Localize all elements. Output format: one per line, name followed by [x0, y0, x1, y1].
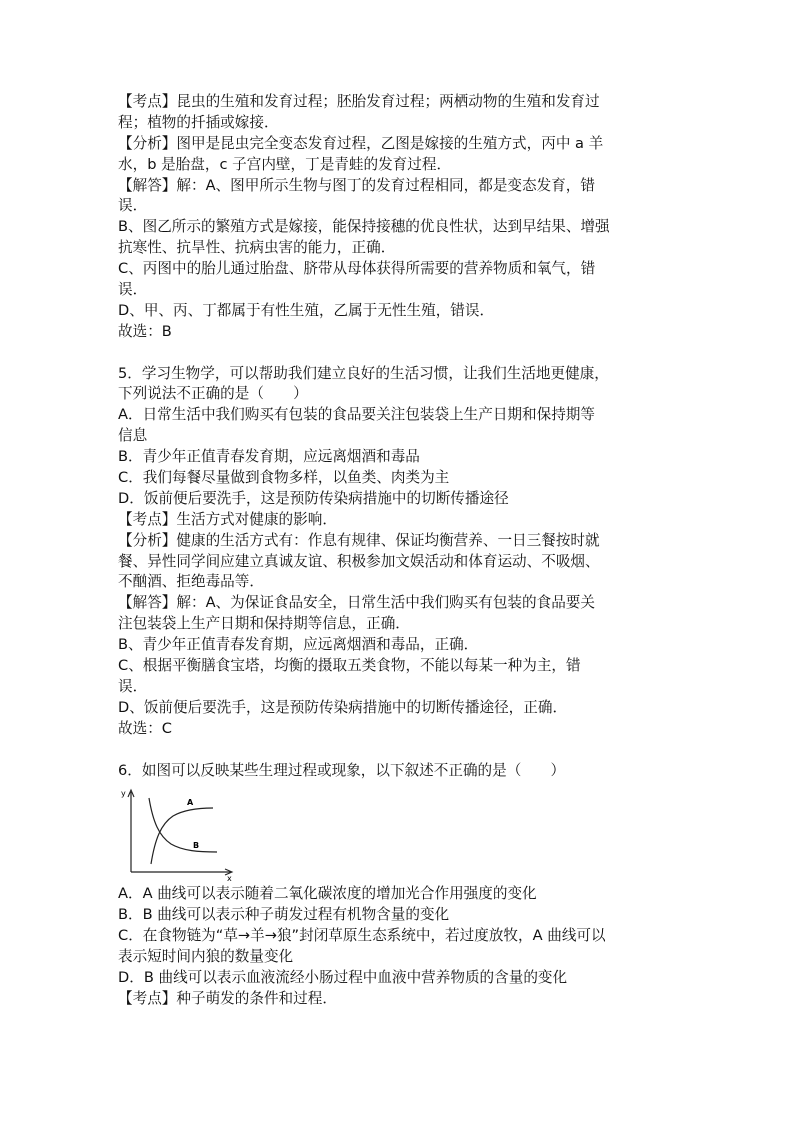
- x-axis-label: x: [227, 874, 232, 883]
- text-line: 【考点】种子萌发的条件和过程．: [118, 989, 337, 1007]
- option-d: D．B 曲线可以表示血液流经小肠过程中血液中营养物质的含量的变化: [118, 968, 568, 986]
- option-c: C．在食物链为“草→羊→狼”封闭草原生态系统中，若过度放牧，A 曲线可以: [118, 927, 606, 945]
- text-line: C、根据平衡膳食宝塔，均衡的摄取五类食物，不能以每某一种为主，错: [118, 657, 581, 675]
- text-line: 不酗酒、拒绝毒品等．: [118, 573, 264, 591]
- y-axis-label: y: [121, 789, 126, 799]
- text-line: B、图乙所示的繁殖方式是嫁接，能保持接穗的优良性状，达到早结果、增强: [118, 218, 610, 236]
- curve-a: [151, 808, 213, 864]
- text-line: C、丙图中的胎儿通过胎盘、脐带从母体获得所需要的营养物质和氧气，错: [118, 260, 596, 278]
- text-line: 【分析】图甲是昆虫完全变态发育过程，乙图是嫁接的生殖方式，丙中 a 羊: [118, 134, 604, 152]
- text-line: 程；植物的扦插或嫁接．: [118, 113, 279, 131]
- text-line: B、青少年正值青春发育期，应远离烟酒和毒品，正确．: [118, 636, 479, 654]
- answer-line: 故选：C: [118, 719, 172, 737]
- text-line: 【分析】健康的生活方式有：作息有规律、保证均衡营养、一日三餐按时就: [118, 531, 600, 549]
- option-c: 表示短时间内狼的数量变化: [118, 948, 294, 966]
- curve-b: [149, 798, 217, 852]
- text-line: 误．: [118, 677, 148, 695]
- text-line: 误．: [118, 281, 148, 299]
- text-line: 【考点】生活方式对健康的影响．: [118, 510, 337, 528]
- question-stem: 下列说法不正确的是（ ）: [118, 385, 308, 403]
- spacer: [118, 740, 684, 761]
- curve-graph: [121, 784, 241, 882]
- spacer: [118, 343, 684, 364]
- question-stem: 5．学习生物学，可以帮助我们建立良好的生活习惯，让我们生活地更健康，: [118, 364, 609, 382]
- text-line: 【解答】解：A、为保证食品安全，日常生活中我们购买有包装的食品要关: [118, 594, 595, 612]
- text-line: 误．: [118, 197, 148, 215]
- answer-line: 故选：B: [118, 322, 172, 340]
- text-line: 【解答】解：A、图甲所示生物与图丁的发育过程相同，都是变态发育，错: [118, 176, 595, 194]
- option-b: B．青少年正值青春发育期，应远离烟酒和毒品: [118, 448, 420, 466]
- text-line: D、饭前便后要洗手，这是预防传染病措施中的切断传播途径，正确．: [118, 698, 568, 716]
- text-line: 抗寒性、抗旱性、抗病虫害的能力，正确．: [118, 239, 396, 257]
- curve-a-label: A: [187, 798, 194, 808]
- curve-figure: [121, 784, 241, 882]
- option-a: A．日常生活中我们购买有包装的食品要关注包装袋上生产日期和保持期等: [118, 406, 595, 424]
- previous-question-answer: [118, 92, 684, 343]
- text-line: 注包装袋上生产日期和保持期等信息，正确．: [118, 615, 410, 633]
- text-line: 水，b 是胎盘，c 子宫内壁，丁是青蛙的发育过程．: [118, 155, 452, 173]
- document-content: [118, 92, 684, 1010]
- option-a: 信息: [118, 427, 148, 445]
- question-5: [118, 364, 684, 740]
- text-line: 餐、异性同学间应建立真诚友谊、积极参加文娱活动和体育运动、不吸烟、: [118, 552, 600, 570]
- text-line: D、甲、丙、丁都属于有性生殖，乙属于无性生殖，错误．: [118, 301, 495, 319]
- curve-b-label: B: [193, 841, 200, 851]
- option-d: D．饭前便后要洗手，这是预防传染病措施中的切断传播途径: [118, 489, 509, 507]
- text-line: 【考点】昆虫的生殖和发育过程；胚胎发育过程；两栖动物的生殖和发育过: [118, 93, 600, 110]
- question-6: [118, 761, 684, 1010]
- option-a: A．A 曲线可以表示随着二氧化碳浓度的增加光合作用强度的变化: [118, 885, 537, 903]
- option-c: C．我们每餐尽量做到食物多样，以鱼类、肉类为主: [118, 469, 450, 487]
- question-stem: 6．如图可以反映某些生理过程或现象，以下叙述不正确的是（ ）: [118, 761, 566, 779]
- option-b: B．B 曲线可以表示种子萌发过程有机物含量的变化: [118, 906, 450, 924]
